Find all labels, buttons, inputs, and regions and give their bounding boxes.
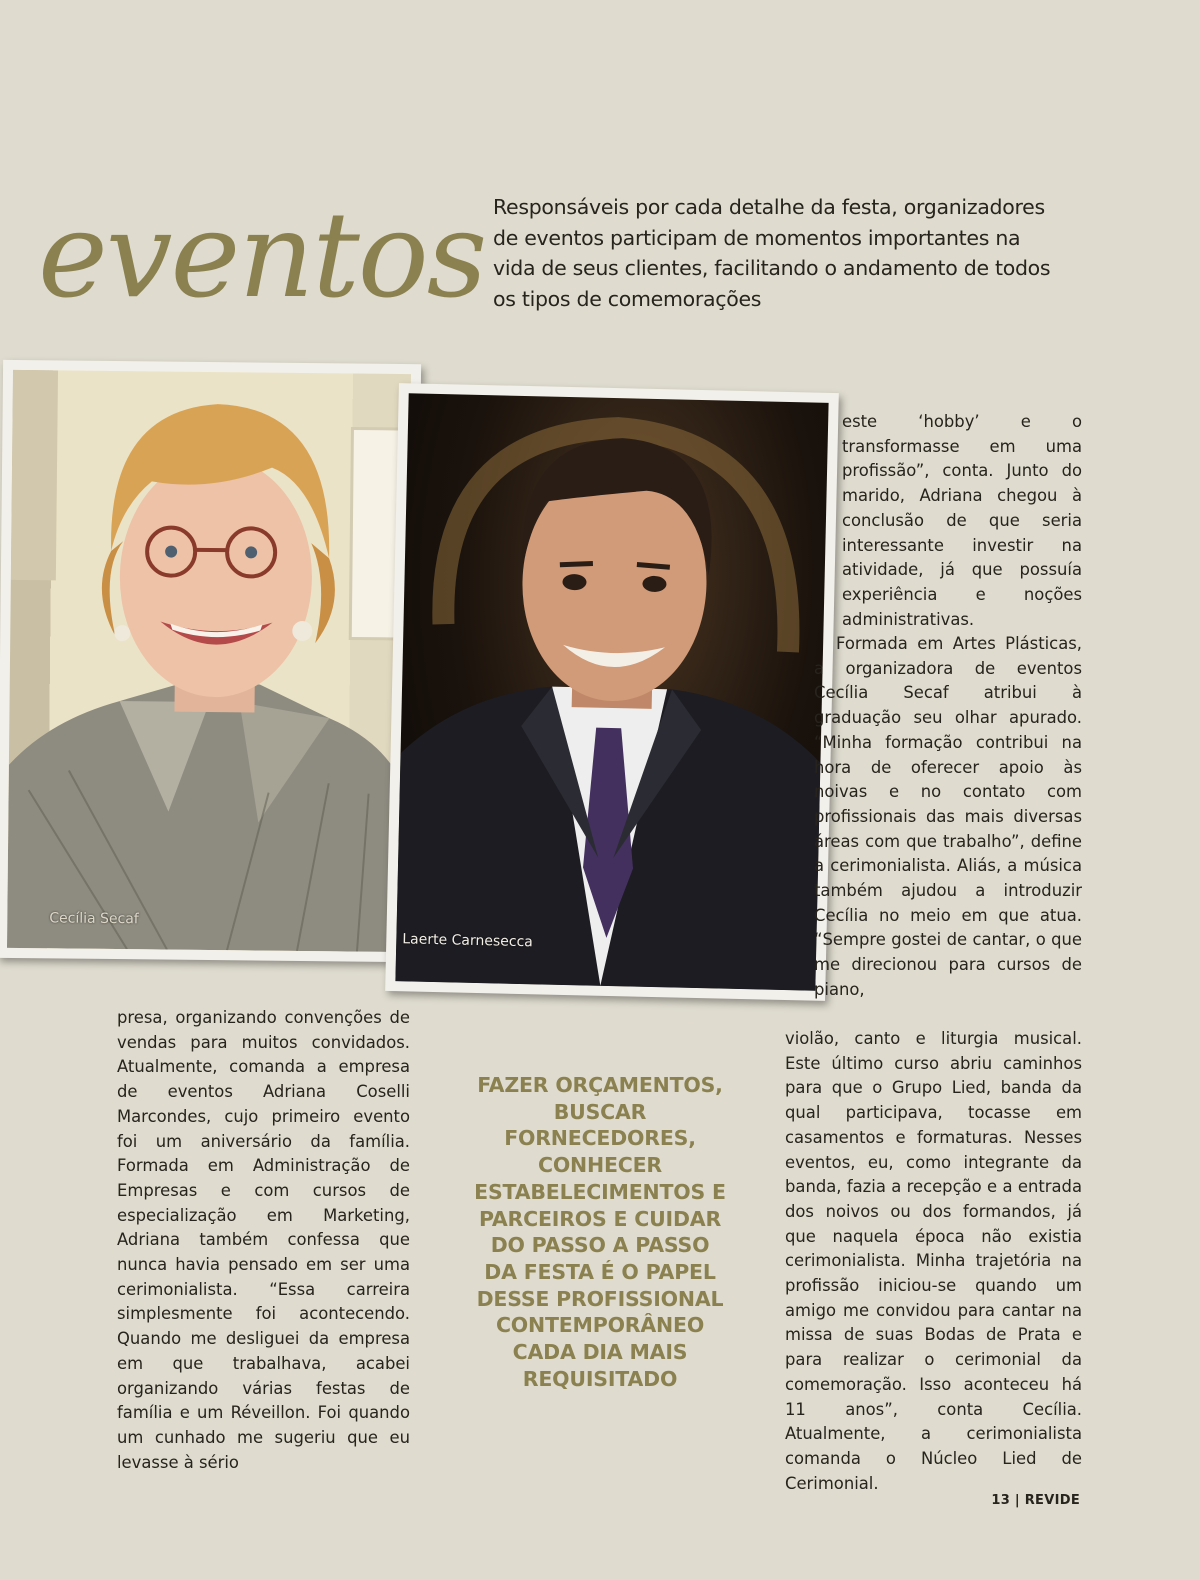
photo-caption-cecilia: Cecília Secaf	[49, 910, 139, 928]
page-folio: 13 | REVIDE	[991, 1493, 1080, 1508]
portrait-woman-illustration	[7, 370, 411, 952]
body-text-right-top: este ‘hobby’ e o transformasse em uma profissão”, conta. Junto do marido, Adriana chegou à conclusão de que seria interessante investir na atividade, já que possuía experiência e noções administrativas.	[842, 412, 1082, 629]
section-title: eventos	[38, 186, 486, 324]
portrait-man	[395, 393, 828, 990]
body-text-right-bottom: violão, canto e liturgia musical. Este último curso abriu caminhos para que o Grupo Lied, banda da qual participava, tocasse em casamentos e formaturas. Nesses eventos, eu, como integrante da banda, fazia a recepção e a entrada dos noivos ou dos formandos, já que naquela época não existia cerimonialista. Minha trajetória na profissão iniciou-se quando um amigo me convidou para cantar na missa de suas Bodas de Prata e para realizar o cerimonial da comemoração. Isso aconteceu há 11 anos”, conta Cecília. Atualmente, a cerimonialista comanda o Núcleo Lied de Cerimonial.	[785, 1029, 1082, 1493]
portrait-woman	[7, 370, 411, 952]
intro-deck: Responsáveis por cada detalhe da festa, organizadores de eventos participam de momentos importantes na vida de seus clientes, facilitando o andamento de todos os tipos de comemorações	[493, 195, 1051, 311]
photo-laerte	[385, 383, 839, 1001]
portrait-man-illustration	[395, 393, 828, 990]
photo-caption-laerte: Laerte Carnesecca	[402, 931, 534, 951]
body-text-right-mid: Formada em Artes Plásticas, a organizadora de eventos Cecília Secaf atribui à graduação seu olhar apurado. “Minha formação contribui na hora de oferecer apoio às noivas e no contato com profissionais das mais diversas áreas com que trabalho”, define a cerimonialista. Aliás, a música também ajudou a introduzir Cecília no meio em que atua. “Sempre gostei de cantar, o que me direcionou para cursos de piano,	[814, 634, 1082, 999]
body-text-left: presa, organizando convenções de vendas para muitos convidados. Atualmente, comanda a empresa de eventos Adriana Coselli Marcondes, cujo primeiro evento foi um aniversário da família. Formada em Administração de Empresas e com cursos de especialização em Marketing, Adriana também confessa que nunca havia pensado em ser uma cerimonialista. “Essa carreira simplesmente foi acontecendo. Quando me desliguei da empresa em que trabalhava, acabei organizando várias festas de família e um Réveillon. Foi quando um cunhado me sugeriu que eu levasse à sério	[117, 1008, 410, 1472]
photo-cecilia	[0, 360, 421, 962]
pull-quote: FAZER ORÇAMENTOS, BUSCAR FORNECEDORES, CONHECER ESTABELECIMENTOS E PARCEIROS E CUIDAR DO PASSO A PASSO DA FESTA É O PAPEL DESSE PROFISSIONAL CONTEMPORÂNEO CADA DIA MAIS REQUISITADO	[474, 1073, 726, 1391]
